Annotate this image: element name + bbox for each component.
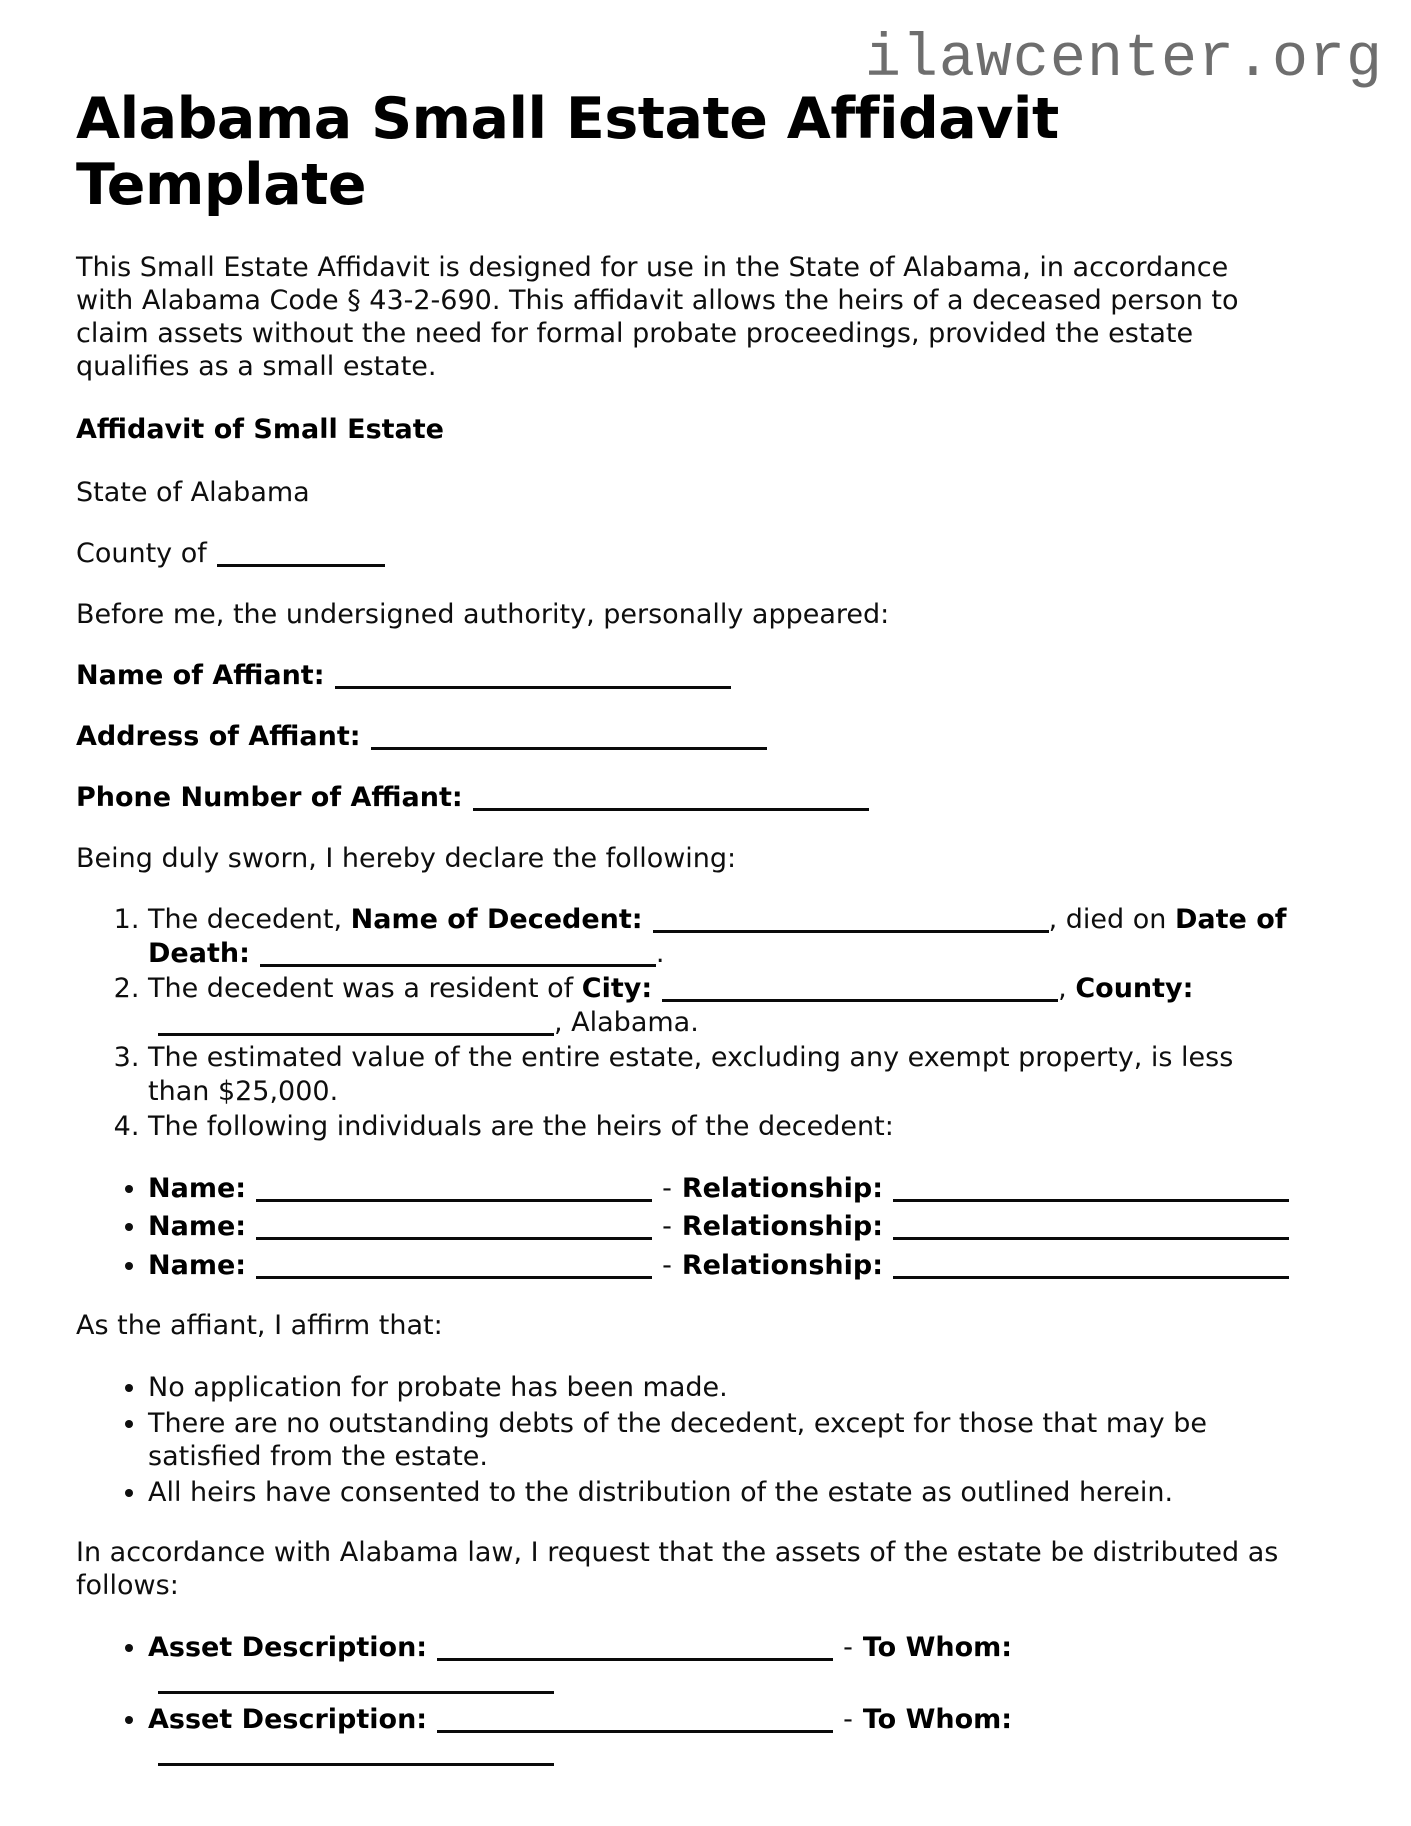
asset-to-whom-label: To Whom: bbox=[862, 1631, 1013, 1663]
decl2-pre: The decedent was a resident of bbox=[148, 973, 582, 1005]
affiant-address-label: Address of Affiant: bbox=[76, 720, 361, 752]
asset-row bbox=[148, 1631, 1294, 1698]
asset-to-whom-label: To Whom: bbox=[862, 1703, 1013, 1735]
affiant-phone-blank bbox=[473, 801, 869, 811]
date-of-death-label: Date of Death: bbox=[148, 904, 1287, 969]
document-body bbox=[76, 252, 1294, 1770]
affiant-phone-field bbox=[76, 782, 1294, 815]
heir-relationship-label: Relationship: bbox=[681, 1249, 883, 1281]
affiant-phone-label: Phone Number of Affiant: bbox=[76, 781, 463, 813]
affiant-address-field bbox=[76, 721, 1294, 754]
county-label: County of bbox=[76, 537, 207, 569]
assets-list bbox=[76, 1631, 1294, 1770]
heirs-list bbox=[76, 1172, 1294, 1282]
affiant-name-field bbox=[76, 660, 1294, 693]
affiant-name-label: Name of Affiant: bbox=[76, 659, 325, 691]
page-title: Alabama Small Estate Affidavit Template bbox=[76, 86, 1059, 219]
affirmation-item: • No application for probate has been made. bbox=[148, 1371, 1294, 1404]
decl2-mid: , bbox=[1058, 973, 1076, 1005]
heir-dash: - bbox=[662, 1211, 672, 1243]
state-line: State of Alabama bbox=[76, 476, 310, 508]
county-blank bbox=[217, 557, 385, 567]
heir-row bbox=[148, 1249, 1294, 1282]
heir-name-blank bbox=[256, 1192, 652, 1202]
asset-to-whom-blank bbox=[158, 1684, 554, 1694]
asset-description-blank bbox=[437, 1723, 833, 1733]
asset-description-label: Asset Description: bbox=[148, 1631, 428, 1663]
asset-dash: - bbox=[843, 1631, 853, 1663]
intro-paragraph: This Small Estate Affidavit is designed for use in the State of Alabama, in accordance with Alabama Code § 43-2-690. This affidavit allows the heirs of a deceased person to claim assets without the need for formal probate proceedings, provided the estate qualifies as a small estate. bbox=[76, 252, 1239, 383]
heir-row bbox=[148, 1172, 1294, 1205]
heir-relationship-label: Relationship: bbox=[681, 1172, 883, 1204]
distribution-intro: In accordance with Alabama law, I request that the assets of the estate be distributed as follows: bbox=[76, 1536, 1279, 1601]
heir-relationship-blank bbox=[893, 1269, 1289, 1279]
declaration-item-decedent bbox=[148, 903, 1294, 970]
city-label: City: bbox=[581, 973, 653, 1005]
asset-to-whom-blank bbox=[158, 1756, 554, 1766]
decl1-mid: , died on bbox=[1048, 904, 1175, 936]
declarations-list bbox=[76, 903, 1294, 1143]
affirmation-item: • All heirs have consented to the distribution of the estate as outlined herein. bbox=[148, 1476, 1294, 1509]
date-of-death-blank bbox=[260, 957, 656, 967]
decl1-pre: The decedent, bbox=[148, 904, 351, 936]
affirm-intro: As the affiant, I affirm that: bbox=[76, 1310, 443, 1342]
city-blank bbox=[662, 992, 1058, 1002]
decedent-name-label: Name of Decedent: bbox=[350, 904, 643, 936]
heir-name-label: Name: bbox=[148, 1172, 247, 1204]
county-label-bold: County: bbox=[1075, 973, 1194, 1005]
heir-dash: - bbox=[662, 1249, 672, 1281]
decl1-end: . bbox=[655, 937, 665, 969]
affiant-name-blank bbox=[335, 679, 731, 689]
decedent-name-blank bbox=[653, 923, 1049, 933]
heir-name-blank bbox=[256, 1230, 652, 1240]
affirmations-list bbox=[76, 1371, 1294, 1509]
asset-description-blank bbox=[437, 1651, 833, 1661]
declaration-item-heirs: 4. The following individuals are the heirs of the decedent: bbox=[148, 1110, 1294, 1143]
section-heading: Affidavit of Small Estate bbox=[76, 413, 444, 445]
heir-row bbox=[148, 1210, 1294, 1243]
heir-name-blank bbox=[256, 1269, 652, 1279]
decl2-end: , Alabama. bbox=[554, 1006, 699, 1038]
asset-row bbox=[148, 1703, 1294, 1770]
asset-dash: - bbox=[843, 1703, 853, 1735]
declaration-item-value: 3. The estimated value of the entire estate, excluding any exempt property, is less than $25,000. bbox=[148, 1041, 1294, 1108]
heir-relationship-blank bbox=[893, 1192, 1289, 1202]
heir-name-label: Name: bbox=[148, 1211, 247, 1243]
affiant-address-blank bbox=[371, 740, 767, 750]
declaration-item-residence bbox=[148, 972, 1294, 1039]
heir-relationship-blank bbox=[893, 1230, 1289, 1240]
appeared-line: Before me, the undersigned authority, personally appeared: bbox=[76, 598, 890, 630]
sworn-line: Being duly sworn, I hereby declare the following: bbox=[76, 842, 737, 874]
asset-description-label: Asset Description: bbox=[148, 1703, 428, 1735]
county-line bbox=[76, 538, 1294, 571]
heir-relationship-label: Relationship: bbox=[681, 1211, 883, 1243]
heir-dash: - bbox=[662, 1172, 672, 1204]
affirmation-item: • There are no outstanding debts of the decedent, except for those that may be satisfied from the estate. bbox=[148, 1407, 1294, 1474]
heir-name-label: Name: bbox=[148, 1249, 247, 1281]
county-blank-2 bbox=[158, 1026, 554, 1036]
site-logo: ilawcenter.org bbox=[864, 26, 1383, 94]
